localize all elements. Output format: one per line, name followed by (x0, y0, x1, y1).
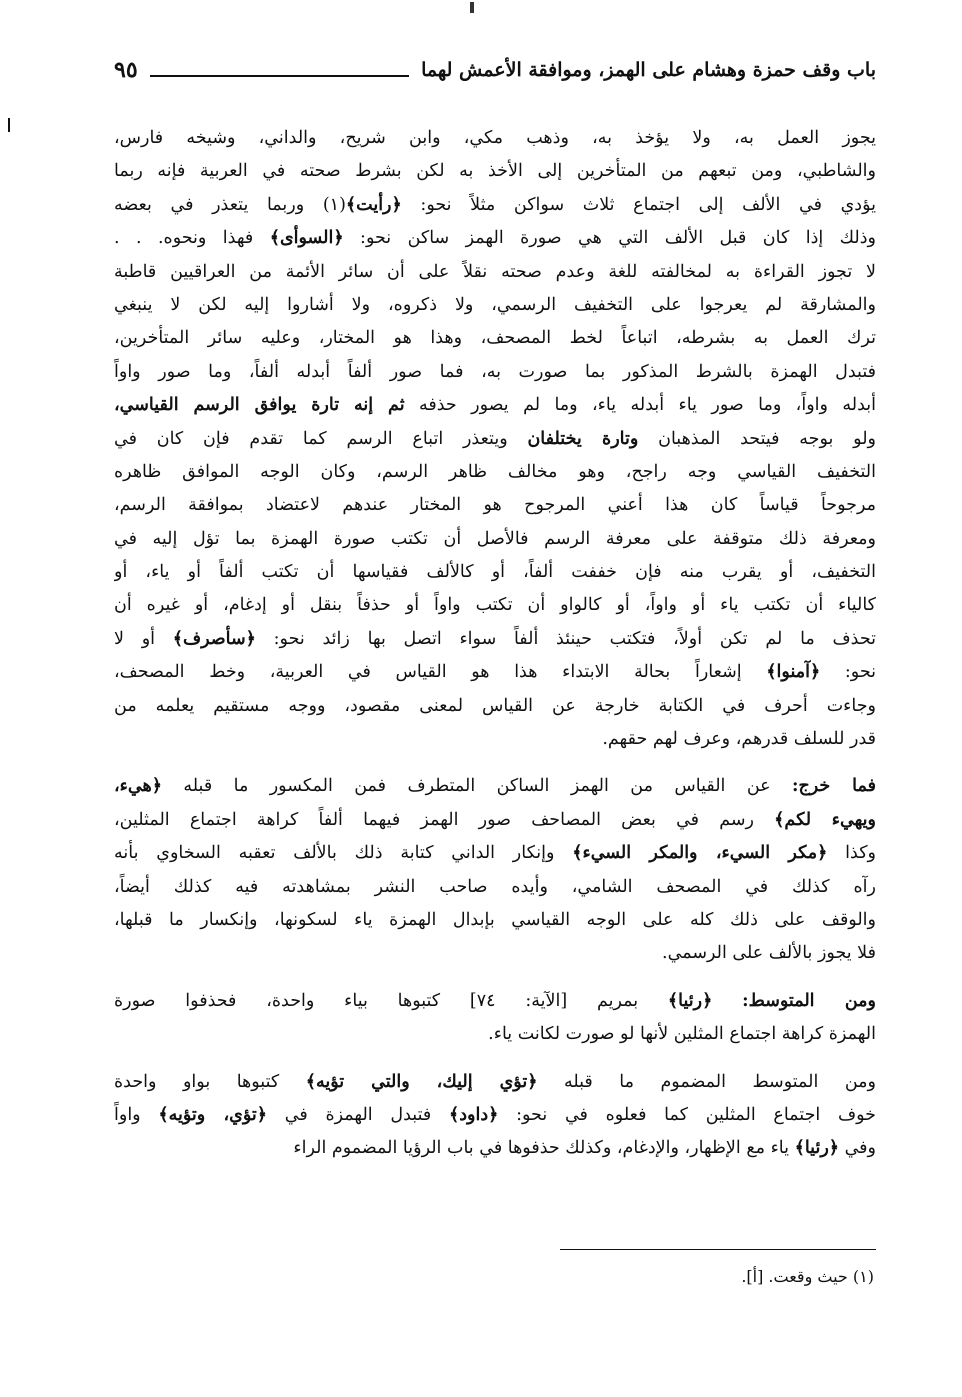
text-run: التخفيف القياسي وجه راجح، وهو مخالف ظاهر الرسم، وكان الوجه الموافق ظاهره (114, 461, 876, 482)
text-run: يجوز العمل به، ولا يؤخذ به، وذهب مكي، وابن شريح، والداني، وشيخه فارس، (114, 128, 876, 148)
text-run: وذلك إذا كان قبل الألف التي هي صورة الهمز ساكن نحو: (343, 228, 876, 249)
text-run: (١) وربما يتعذر في بعضه (114, 194, 346, 215)
text-run: مرجوحاً قياساً كان هذا أعني المرجوح هو المختار عندهم لاعتضاد بموافقة الرسم، (114, 495, 876, 516)
text-run: ويتعذر اتباع الرسم كما تقدم فإن كان في (114, 428, 528, 449)
paragraph (114, 122, 876, 756)
text-run: خوف اجتماع المثلين كما فعلوه في نحو: (498, 1104, 876, 1125)
bold-run: ومن المتوسط: (742, 990, 876, 1011)
text-line (114, 322, 876, 355)
text-line (114, 556, 876, 589)
bold-run: فما خرج: (792, 776, 876, 797)
paragraph-gap (114, 756, 876, 770)
text-run: لا تجوز القراءة به لمخالفته للغة وعدم صحته نقلاً على أن سائر الأئمة من العراقيين قاطبة (114, 261, 876, 282)
bold-run: ﴿رئيا﴾ (667, 990, 713, 1011)
text-run: والمشارقة لم يعرجوا على التخفيف الرسمي، ولا ذكروه، ولا أشاروا إليه لكن لا ينبغي (114, 294, 876, 315)
footnote-separator (560, 1249, 876, 1250)
text-line (114, 256, 876, 289)
bold-run: ﴿هيء، (114, 776, 162, 797)
text-line (114, 723, 876, 756)
bold-run: ﴿مكر السيء، والمكر السيء﴾ (572, 843, 828, 864)
text-line (114, 122, 876, 155)
text-run: أو لا (114, 628, 173, 649)
text-run: ياء مع الإظهار، والإدغام، وكذلك حذفوها في باب الرؤيا المضموم الراء (293, 1138, 795, 1159)
text-run: فتبدل الهمزة بالشرط المذكور بما صورت به، فما صور ألفاً أبدله ألفاً، وما صور واواً (114, 361, 876, 382)
text-run: التخفيف، أو يقرب منه فإن خففت ألفاً، أو كالألف فقياسها أن تكتب ألفاً أو ياء، أو (114, 562, 876, 583)
running-header (114, 50, 876, 90)
paragraph (114, 1066, 876, 1166)
bold-run: ﴿تؤي إليك، والتي تؤيه﴾ (305, 1071, 538, 1092)
text-run: تحذف ما لم تكن أولاً، فتكتب حينئذ ألفاً سواء اتصل بها زائد نحو: (255, 628, 876, 649)
text-line (114, 871, 876, 904)
text-run: والوقف على ذلك كله على الوجه القياسي بإبدال الهمزة ياء لسكونها، وإنكسار ما قبلها، (114, 909, 876, 930)
text-run: فلا يجوز بالألف على الرسمي. (662, 943, 876, 964)
text-run: ولو بوجه فيتحد المذهبان (638, 428, 876, 449)
text-run: ترك العمل به بشرطه، اتباعاً لخط المصحف، وهذا هو المختار، وعليه سائر المتأخرين، (114, 328, 876, 349)
paragraph-gap (114, 1052, 876, 1066)
text-run: كتبوها بواو واحدة (114, 1071, 306, 1092)
text-run: وكذا (827, 843, 876, 864)
text-run: وجاءت أحرف في الكتابة خارجة عن القياس لمعنى مقصود، ووجه مستقيم يعلمه من (114, 695, 876, 716)
text-line (114, 837, 876, 870)
footnote: (١) حيث وقعت. [أ]. (741, 1267, 874, 1286)
text-run (712, 991, 742, 1011)
text-line (114, 1066, 876, 1099)
text-line (114, 804, 876, 837)
main-text (114, 122, 876, 1166)
text-run: واواً (114, 1104, 159, 1125)
text-run: أبدله واواً، وما صور ياء أبدله ياء، وما لم يصور حذفه (404, 395, 876, 416)
text-line (114, 690, 876, 723)
text-run: كالياء أن تكتب ياء أو واواً، أو كالواو أن تكتب واواً أو حذفاً بنقل أو إدغام، أو غيره أن (114, 595, 876, 616)
text-line (114, 623, 876, 656)
page-number: ٩٥ (114, 57, 138, 83)
text-run: وإنكار الداني كتابة ذلك بالألف تعقبه السخاوي بأنه (114, 843, 573, 864)
chapter-title: باب وقف حمزة وهشام على الهمز، وموافقة الأعمش لهما (421, 59, 876, 81)
text-line (114, 289, 876, 322)
paragraph-gap (114, 971, 876, 985)
text-line (114, 985, 876, 1018)
bold-run: ﴿رئيا﴾ (794, 1138, 840, 1159)
text-run: وفي (839, 1138, 876, 1159)
paragraph (114, 770, 876, 970)
text-run: يؤدي في الألف إلى اجتماع ثلاث سواكن مثلاً نحو: (401, 194, 876, 215)
scan-mark-icon (469, 2, 475, 16)
text-run: إشعاراً بحالة الابتداء هذا هو القياس في العربية، وخط المصحف، (114, 662, 767, 683)
header-rule (150, 75, 409, 77)
text-line (114, 1132, 876, 1165)
text-run: ومعرفة ذلك متوقفة على معرفة الرسم فالأصل أن تكتب صورة الهمزة بما تؤل إليه في (114, 528, 876, 549)
text-run: بمريم [الآية: ٧٤] كتبوها بياء واحدة، فحذفوا صورة (114, 990, 668, 1011)
text-line (114, 222, 876, 255)
text-run: ومن المتوسط المضموم ما قبله (537, 1071, 876, 1092)
bold-run: ﴿رأيت﴾ (345, 194, 402, 215)
text-line (114, 456, 876, 489)
text-line (114, 423, 876, 456)
bold-run: ﴿آمنوا﴾ (766, 662, 821, 683)
text-line (114, 389, 876, 422)
bold-run: ﴿السوأى﴾ (269, 228, 344, 249)
bold-run: ويهيء لكم﴾ (774, 809, 876, 830)
text-line (114, 656, 876, 689)
bold-run: وتارة يختلفان (527, 428, 639, 449)
text-run: نحو: (820, 662, 876, 683)
text-line (114, 1018, 876, 1051)
text-line (114, 489, 876, 522)
paragraph (114, 985, 876, 1052)
text-run: قدر للسلف قدرهم، وعرف لهم حقهم. (602, 729, 876, 750)
text-run: والشاطبي، ومن تبعهم من المتأخرين إلى الأخذ به لكن بشرط صحته في العربية فإنه ربما (114, 161, 876, 182)
text-run: رسم في بعض المصاحف صور الهمز فيهما ألفاً كراهة اجتماع المثلين، (114, 809, 775, 830)
text-line (114, 770, 876, 803)
text-run: عن القياس من الهمز الساكن المتطرف فمن المكسور ما قبله (161, 776, 792, 797)
bold-run: ﴿سأصرف﴾ (172, 628, 256, 649)
text-line (114, 523, 876, 556)
text-run: فهذا ونحوه. . . (114, 228, 270, 249)
bold-run: ﴿تؤي، وتؤيه﴾ (158, 1104, 268, 1125)
text-run: الهمزة كراهة اجتماع المثلين لأنها لو صورت لكانت ياء. (488, 1024, 876, 1045)
bold-run: ﴿داود﴾ (448, 1104, 499, 1125)
text-line (114, 589, 876, 622)
text-line (114, 1099, 876, 1132)
text-run: رآه كذلك في المصحف الشامي، وأيده صاحب النشر بمشاهدته فيه كذلك أيضاً، (114, 876, 876, 897)
margin-mark (8, 118, 10, 132)
text-line (114, 904, 876, 937)
bold-run: ثم إنه تارة يوافق الرسم القياسي، (114, 395, 405, 416)
text-line (114, 189, 876, 222)
text-line (114, 937, 876, 970)
text-line (114, 155, 876, 188)
text-run: فتبدل الهمزة في (267, 1104, 449, 1125)
text-line (114, 356, 876, 389)
